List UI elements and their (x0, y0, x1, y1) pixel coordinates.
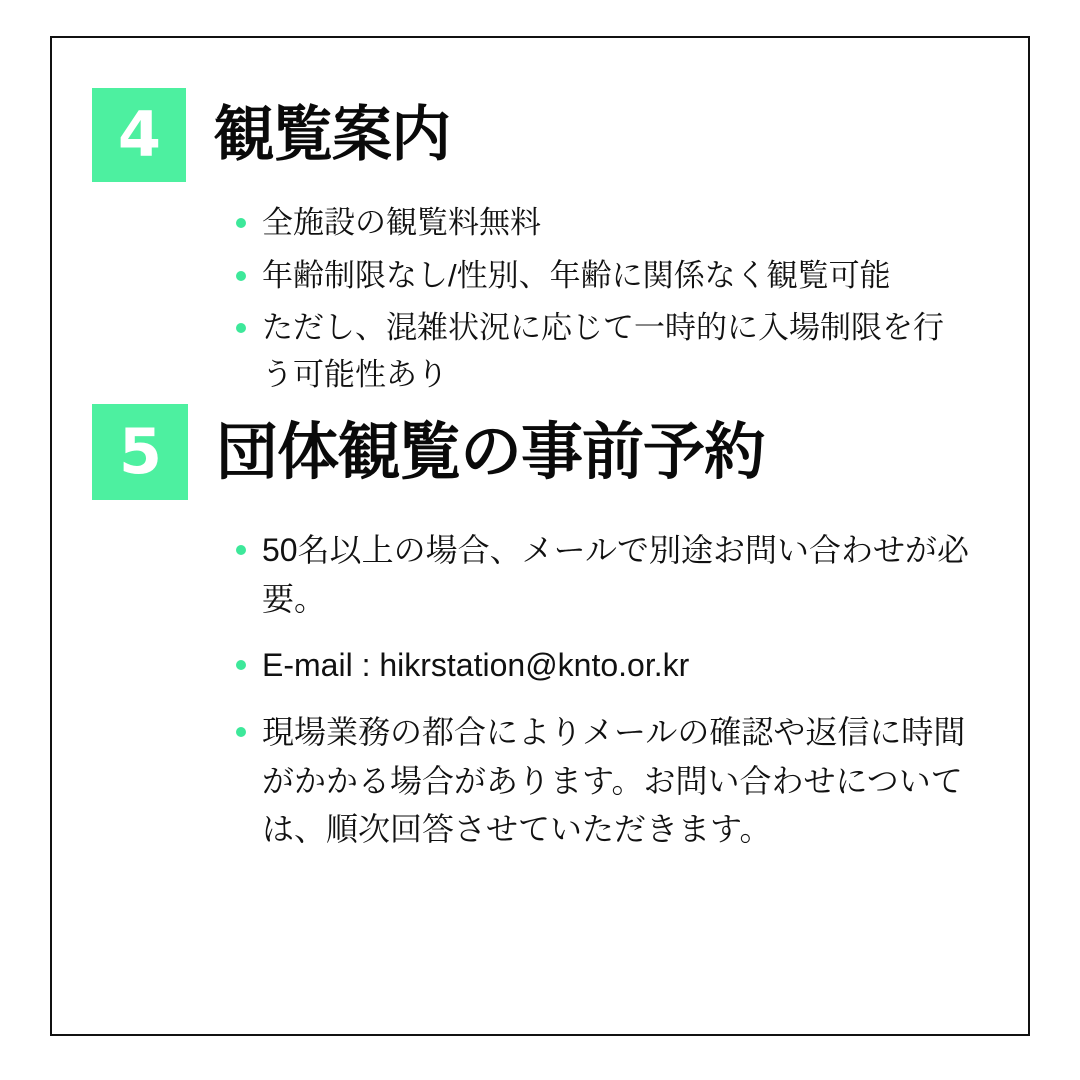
section-header (92, 88, 974, 182)
section-title: 団体観覧の事前予約 (216, 415, 766, 489)
section-group-reservation (92, 404, 974, 854)
list-item: 50名以上の場合、メールで別途お問い合わせが必要。 (236, 526, 974, 623)
bullet-list (92, 200, 974, 398)
section-number-badge (92, 88, 186, 182)
section-number-badge (92, 404, 188, 500)
list-item: 年齢制限なし/性別、年齢に関係なく観覧可能 (236, 253, 974, 300)
section-title: 観覧案内 (214, 99, 450, 170)
bullet-list (92, 526, 974, 854)
section-viewing-info (92, 88, 974, 398)
section-number: 4 (117, 98, 161, 171)
section-number: 5 (118, 415, 162, 488)
content-area (52, 38, 1032, 1038)
list-item: 全施設の観覧料無料 (236, 200, 974, 247)
list-item: 現場業務の都合によりメールの確認や返信に時間がかかる場合があります。お問い合わせについては、順次回答させていただきます。 (236, 708, 974, 854)
content-frame (50, 36, 1030, 1036)
list-item: ただし、混雑状況に応じて一時的に入場制限を行う可能性あり (236, 305, 974, 398)
section-header (92, 404, 974, 500)
list-item-email: E-mail : hikrstation@knto.or.kr (236, 641, 974, 690)
